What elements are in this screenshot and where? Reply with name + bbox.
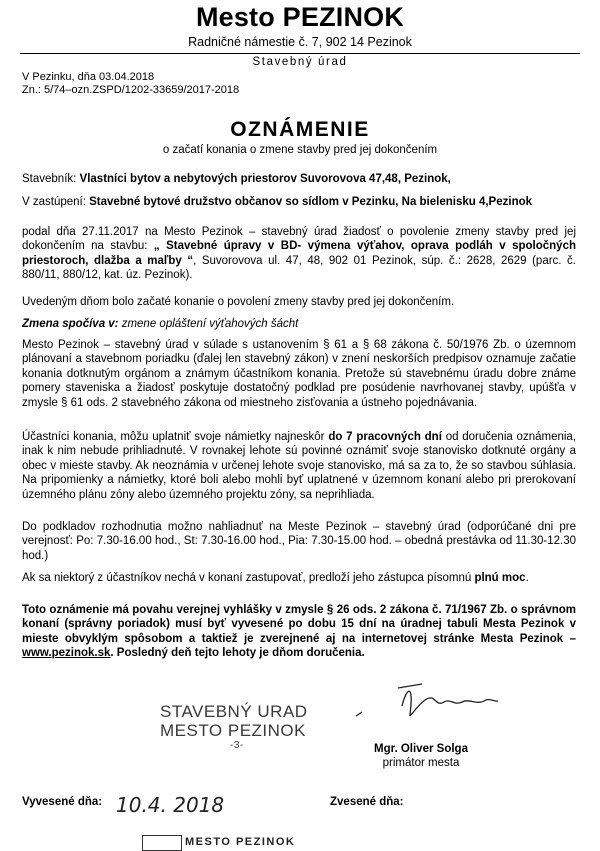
- reference-number: Zn.: 5/74–ozn.ZSPD/1202-33659/2017-2018: [22, 84, 240, 96]
- paragraph-representation: [22, 571, 576, 585]
- public-notice-end: . Posledný deň tejto lehoty je dňom doručenia.: [110, 647, 365, 660]
- builder-label: Stavebník:: [22, 173, 77, 185]
- representation-text: Ak sa niektorý z účastníkov nechá v konaní zastupovať, predloží jeho zástupca písomnú: [22, 572, 475, 584]
- stamp-line-2: MESTO PEZINOK: [160, 721, 306, 740]
- header-divider: [20, 53, 580, 54]
- representative-value: Stavebné bytové družstvo občanov so sídlom v Pezinku, Na bielenisku 4,Pezinok: [89, 196, 533, 208]
- construction-name: „ Stavebné úpravy v BD- výmena výťahov, oprava podláh v spoločných priestoroch, dlažba a maľby “: [22, 240, 576, 267]
- signer-name: Mgr. Oliver Solga: [374, 743, 468, 755]
- paragraph-change: [22, 317, 576, 331]
- objections-deadline: do 7 pracovných dní: [328, 431, 442, 443]
- representative-label: V zastúpení:: [22, 196, 86, 208]
- date-line: V Pezinku, dňa 03.04.2018: [22, 71, 155, 83]
- builder-line: [22, 172, 582, 186]
- office-name: Stavebný úrad: [252, 56, 348, 68]
- posted-label: Vyvesené dňa:: [22, 796, 103, 808]
- office-stamp: [160, 702, 308, 752]
- paragraph-application: [22, 225, 576, 283]
- stamp-line-1: STAVEBNÝ URAD: [160, 702, 308, 721]
- construction-location: , Suvorovova ul. 47, 48, 902 01 Pezinok, súp. č.: 2628, 2629 (parc. č. 880/11, 880/12, kat. úz. Pezinok).: [22, 254, 576, 282]
- signature-graphic: [352, 676, 502, 726]
- city-title: Mesto PEZINOK: [195, 2, 405, 32]
- website-link[interactable]: www.pezinok.sk: [22, 647, 111, 660]
- representative-line: [22, 195, 582, 209]
- paragraph-started: Uvedeným dňom bolo začaté konanie o povolení zmeny stavby pred jej dokončením.: [22, 296, 455, 308]
- objections-text-2: od doručenia oznámenia, inak k nim nebude prihliadnuté. V rovnakej lehote sú povinné oznámiť svoje stanovisko dotknuté orgány a obec v mieste stavby. Ak neoznámia v určenej lehote svoje stanovisko, má sa za to, že so stavbou súhlasia. Na pripomienky a námietky, ktoré boli alebo mohli byť uplatnené v územnom konaní alebo pri prerokovaní územného plánu zóny alebo územného projektu zóny, sa neprihliada.: [22, 431, 577, 501]
- stamp-emblem: [142, 835, 182, 851]
- document-subtitle: o začatí konania o zmene stavby pred jej dokončením: [162, 144, 438, 156]
- representation-end: .: [525, 572, 529, 584]
- application-text: podal dňa 27.11.2017 na Mesto Pezinok – stavebný úrad žiadosť o povolenie zmeny stavby pred jej dokončením na stavbu:: [22, 226, 576, 253]
- bottom-stamp: MESTO PEZINOK: [185, 836, 296, 848]
- objections-text-1: Účastníci konania, môžu uplatniť svoje námietky najneskôr: [22, 431, 329, 443]
- removed-label: Zvesené dňa:: [330, 796, 404, 808]
- signer-block: [346, 742, 496, 770]
- stamp-number: -3-: [230, 740, 244, 751]
- paragraph-objections: [22, 430, 576, 502]
- builder-value: Vlastníci bytov a nebytových priestorov Suvorovova 47,48, Pezinok,: [79, 173, 451, 185]
- public-notice-text: Toto oznámenie má povahu verejnej vyhlášky v zmysle § 26 ods. 2 zákona č. 71/1967 Zb. o správnom konaní (správny poriadok) musí byť vyvesené po dobu 15 dní na úradnej tabuli Mesta Pezinok v mieste obvyklým spôsobom a taktiež je zverejnené aj na internetovej stránke Mesta Pezinok –: [22, 604, 576, 645]
- change-label: Zmena spočíva v:: [22, 318, 119, 330]
- paragraph-legal: Mesto Pezinok – stavebný úrad v súlade s ustanovením § 61 a § 68 zákona č. 50/1976 Zb. o územnom plánovaní a stavebnom poriadku (ďalej len stavebný zákon) v znení neskorších predpisov oznamuje začatie konania dotknutým orgánom a známym účastníkom konania. Pretože sú stavebnému úradu dobre známe pomery staveniska a žiadosť poskytuje dostatočný podklad pre posúdenie navrhovanej stavby, upúšťa v zmysle § 61 ods. 2 stavebného zákona od miestneho zisťovania a ústneho pojednávania.: [22, 339, 576, 409]
- signer-role: primátor mesta: [382, 757, 460, 769]
- posted-date: 10.4. 2018: [116, 793, 225, 817]
- city-address: Radničné námestie č. 7, 902 14 Pezinok: [188, 35, 412, 49]
- change-value: zmene opláštení výťahových šácht: [118, 318, 299, 330]
- power-of-attorney: plnú moc: [474, 572, 526, 584]
- document-title: OZNÁMENIE: [230, 118, 370, 141]
- paragraph-office-hours: Do podkladov rozhodnutia možno nahliadnuť na Meste Pezinok – stavebný úrad (odporúčané dni pre verejnosť: Po: 7.30-16.00 hod., St: 7.30-16.00 hod., Pia: 7.30-15.00 hod. – obedná prestávka od 11.30-12.30 hod.): [22, 521, 576, 562]
- paragraph-public-notice: [22, 603, 576, 661]
